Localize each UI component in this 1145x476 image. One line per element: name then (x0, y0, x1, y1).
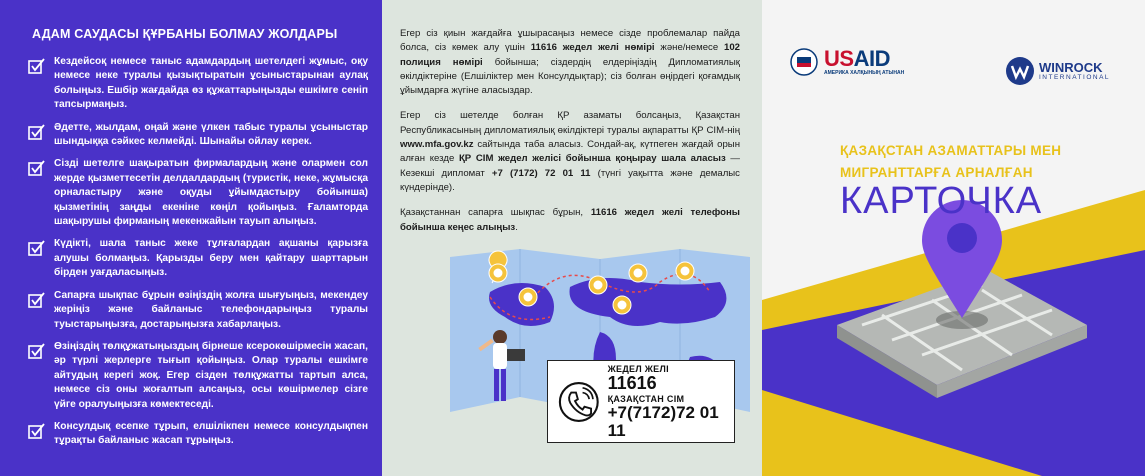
body-text: — Кезекші дипломат (400, 153, 741, 179)
tip-item (28, 420, 368, 449)
tip-text: Күдікті, шала таныс жеке тұлғалардан ақшаны қарызға алушы болмаңыз. Қарызды беру мен қайтару шарттарын бірден уағдаласыңыз. (54, 238, 368, 279)
tip-item (28, 157, 368, 229)
emphasis-text: 11616 жедел желі телефоны бойынша кеңес алыңыз (400, 207, 740, 233)
checkbox-check-icon (28, 123, 46, 141)
usaid-seal-icon (790, 48, 818, 76)
checkbox-check-icon (28, 422, 46, 440)
tip-text: Өзіңіздің төлқұжатыңыздың бірнеше ксерокөшірмесін жасап, әр түрлі жерлерге тығып қойыңыз. Олар туралы ешкімге айтудың керегі жоқ. Егер сізден төлқұжатты тартып алса, немесе сіз оны жоғалтып алсаңыз, осы көшірмелер сізге үйге оралуыңызға көмектеседі. (54, 340, 368, 410)
mfa-label: ҚАЗАҚСТАН СІМ (607, 393, 685, 404)
emphasis-text: 11616 жедел желі нөмірі (530, 42, 655, 54)
info-panel (382, 0, 762, 476)
info-paragraph-mfa (400, 109, 740, 195)
emphasis-text: ҚР СІМ жедел желісі бойынша қоңырау шала аласыз (458, 153, 726, 165)
tip-item (28, 340, 368, 412)
usaid-word-blue: AID (853, 46, 890, 71)
tips-list (28, 55, 368, 457)
tip-item (28, 121, 368, 150)
tip-text: Сізді шетелге шақыратын фирмалардың және олармен сол жерде қызметтесетін делдалдардың (туристік, неке, жұмысқа орналастыру және оқуды ұйымдастыру бойынша) қызметінің заңды екеніне көңіл қойыңыз. Ғаламторда шақырушы фирманың мекенжайын тауып алыңыз. (54, 158, 368, 228)
phone-icon (558, 380, 600, 424)
body-text: бойынша; сіздердің елдеріңіздің Дипломатиялық өкілдіктеріне (Елшіліктер мен Консулдықтар); сіз болған өңірдегі қоғамдық ұйымдарға жүгіне аласыздар. (400, 56, 740, 97)
checkbox-check-icon (28, 291, 46, 309)
usaid-word-red: US (824, 46, 854, 71)
tip-item (28, 55, 368, 113)
body-text: сайтында таба аласыз. Сондай-ақ, күтпеген жағдай орын алған кезде (400, 139, 740, 165)
tip-text: Кездейсоқ немесе таныс адамдардың шетелдегі жұмыс, оқу немесе неке туралы қызықтыратын ұсыныстарынан аулақ болыңыз. Ешбір жағдайда өз құжаттарыңызды ешкімге сеніп тапсырмаңыз. (54, 56, 368, 111)
tips-panel (0, 0, 382, 476)
card-subtitle (840, 140, 1061, 184)
body-text: Егер сіз қиын жағдайға ұшырасаңыз немесе сізде проблемалар пайда болса, сіз көмек алу үшін (400, 28, 740, 54)
emphasis-text: www.mfa.gov.kz (400, 139, 474, 151)
mfa-number: +7(7172)72 01 11 (607, 402, 719, 440)
card-subtitle-line1: ҚАЗАҚСТАН АЗАМАТТАРЫ МЕН (840, 143, 1062, 158)
winrock-name: WINROCK (1039, 60, 1103, 75)
tips-heading: АДАМ САУДАСЫ ҚҰРБАНЫ БОЛМАУ ЖОЛДАРЫ (32, 27, 338, 41)
hotline-card (547, 360, 735, 443)
tip-item (28, 289, 368, 332)
cover-panel (762, 0, 1145, 476)
body-text: . (515, 221, 518, 233)
winrock-logo (1005, 56, 1110, 86)
hotline-label: ЖЕДЕЛ ЖЕЛІ (607, 363, 669, 374)
winrock-subtitle: INTERNATIONAL (1039, 74, 1111, 81)
emphasis-text: +7 (7172) 72 01 11 (491, 167, 591, 179)
info-paragraph-consult (400, 206, 740, 235)
tip-text: Әдетте, жылдам, оңай және үлкен табыс туралы ұсыныстар шындыққа сәйкес келмейді. Шынайы ойлау керек. (54, 121, 368, 148)
winrock-icon (1005, 56, 1035, 86)
checkbox-check-icon (28, 342, 46, 360)
info-paragraph-help (400, 27, 740, 98)
body-text: Қазақстаннан сапарға шықпас бұрын, (400, 207, 591, 219)
usaid-subtitle: АМЕРИКА ХАЛҚЫНЫҢ АТЫНАН (824, 70, 905, 76)
checkbox-check-icon (28, 57, 46, 75)
emphasis-text: 102 полиция нөмірі (400, 42, 740, 68)
tip-item (28, 237, 368, 280)
card-subtitle-line2: МИГРАНТТАРҒА АРНАЛҒАН (840, 165, 1033, 180)
hotline-number: 11616 (607, 372, 657, 393)
tip-text: Консулдық есепке тұрып, елшілікпен немесе консулдықпен тұрақты байланыс жасап тұрыңыз. (54, 420, 368, 447)
partner-logos (790, 46, 1111, 81)
body-text: және/немесе (654, 42, 724, 54)
card-title: КАРТОЧКА (840, 180, 1043, 222)
tip-text: Сапарға шықпас бұрын өзіңіздің жолға шығуыңыз, мекендеу жеріңіз және байланыс телефондарыңыз туралы туыстарыңызға, достарыңызға хабарлаңыз. (54, 289, 368, 330)
info-text (400, 27, 740, 246)
body-text: Егер сіз шетелде болған ҚР азаматы болсаңыз, Қазақстан Республикасының дипломатиялық өкілдіктері туралы ақпаратты ҚР СІМ-нің (400, 110, 740, 136)
body-text: (түнгі уақытта және демалыс күндерінде). (400, 167, 740, 193)
usaid-logo (790, 48, 904, 76)
checkbox-check-icon (28, 239, 46, 257)
checkbox-check-icon (28, 159, 46, 177)
